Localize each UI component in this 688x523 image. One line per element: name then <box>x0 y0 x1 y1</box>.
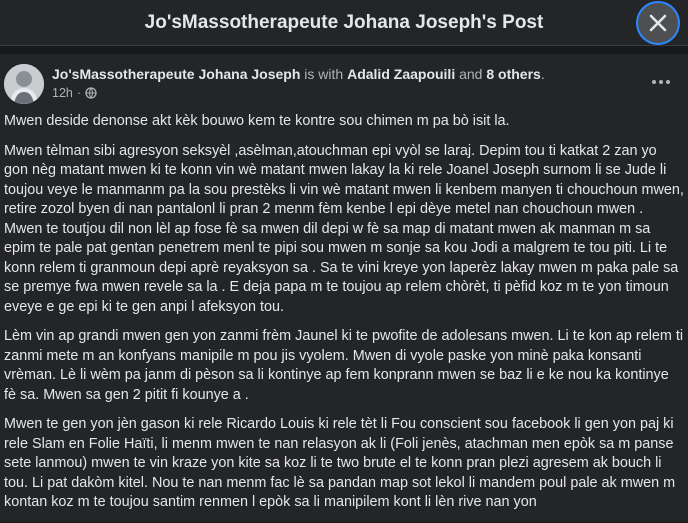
friends-globe-icon[interactable] <box>85 87 97 99</box>
post-paragraph: Mwen tèlman sibi agresyon seksyèl ,asèlman,atouchman epi vyòl se laraj. Depim tou ti katkat 2 zan yo gon nèg matant mwen ki te konn vin wè matant mwen lakay la ki rele Joanel Joseph surnom li se Jude li toujou veye le manmanm pa la sou prestèks li vin wè matant mwen li kenbem manyen ti chouchoun mwen, retire zozol byen di nan pantalonl li pran 2 menm fèm kenbe l epi dèye metel nan chouchoun mwen . Mwen te toutjou dil non lèl ap fose fè sa mwen dil depi w fè sa map di matant mwen ak manman m sa epim te pale pat gentan penetrem menl te pipi sou mwen m sonje sa kou Jodi a malgrem te tou piti. Li te konn relem ti granmoun depi aprè reyaksyon sa . Sa te vini kreye yon laperèz lakay mwen m paka pale sa se premye fwa mwen revele sa la . E deja papa m te toujou ap relem chòrèt, ti pèfid koz m te yon timoun eveye e ge epi ki te gen anpi l afeksyon tou. <box>4 142 684 315</box>
close-icon <box>649 14 667 32</box>
post-paragraph: Mwen te gen yon jèn gason ki rele Ricardo Louis ki rele tèt li Fou conscient sou facebook li gen yon paj ki rele Slam en Folie Haïti, li menm mwen te nan relasyon ak li (Foli jenès, atachman men epòk sa m panse sete lanmou) mwen te vin kraze yon kite sa koz li te two brute el te konn pran plezi agresem ak bouch li tou. Li pat dakòm kitel. Nou te nan menm fac lè sa pandan map sot lekol li mandem poul pale ak mwen m kontan koz m te toujou santim renmen l epòk sa li manipilem kont li lèn rive nan yon <box>4 416 676 510</box>
close-button[interactable] <box>638 3 678 43</box>
dialog-title: Jo'sMassotherapeute Johana Joseph's Post <box>144 12 544 33</box>
more-horizontal-icon <box>651 79 671 85</box>
post-time[interactable]: 12h <box>52 86 73 100</box>
tagged-others-link[interactable]: 8 others <box>486 66 541 82</box>
author-name[interactable]: Jo'sMassotherapeute Johana Joseph <box>52 66 301 82</box>
post-paragraph: Mwen deside denonse akt kèk bouwo kem te kontre sou chimen m pa bò isit la. <box>4 113 510 129</box>
post-dialog-header <box>0 0 688 46</box>
post-card <box>0 54 688 522</box>
avatar-image <box>4 64 44 104</box>
author-line <box>52 66 545 82</box>
more-options-button[interactable] <box>646 70 676 94</box>
avatar[interactable] <box>4 64 44 104</box>
with-text: is with <box>304 66 344 82</box>
post-paragraph: Lèm vin ap grandi mwen gen yon zanmi frèm Jaunel ki te pwofite de adolesans mwen. Li te kon ap relem ti zanmi mete m an konfyans manipile m pou jis vyolem. Mwen di vyole paske yon minè paka konsanti vrèman. Lè li wèm pa janm di pèson sa li kontinye ap fem konprann mwen se baz li e ke nou ka kontinye fè sa. Mwen sa gen 2 pitit fi kounye a . <box>4 328 684 403</box>
post-text <box>4 112 684 523</box>
meta-dot: · <box>76 86 82 100</box>
period: . <box>540 66 545 82</box>
tagged-person[interactable]: Adalid Zaapouili <box>347 66 456 82</box>
and-text: and <box>459 66 483 82</box>
post-meta <box>52 86 97 100</box>
